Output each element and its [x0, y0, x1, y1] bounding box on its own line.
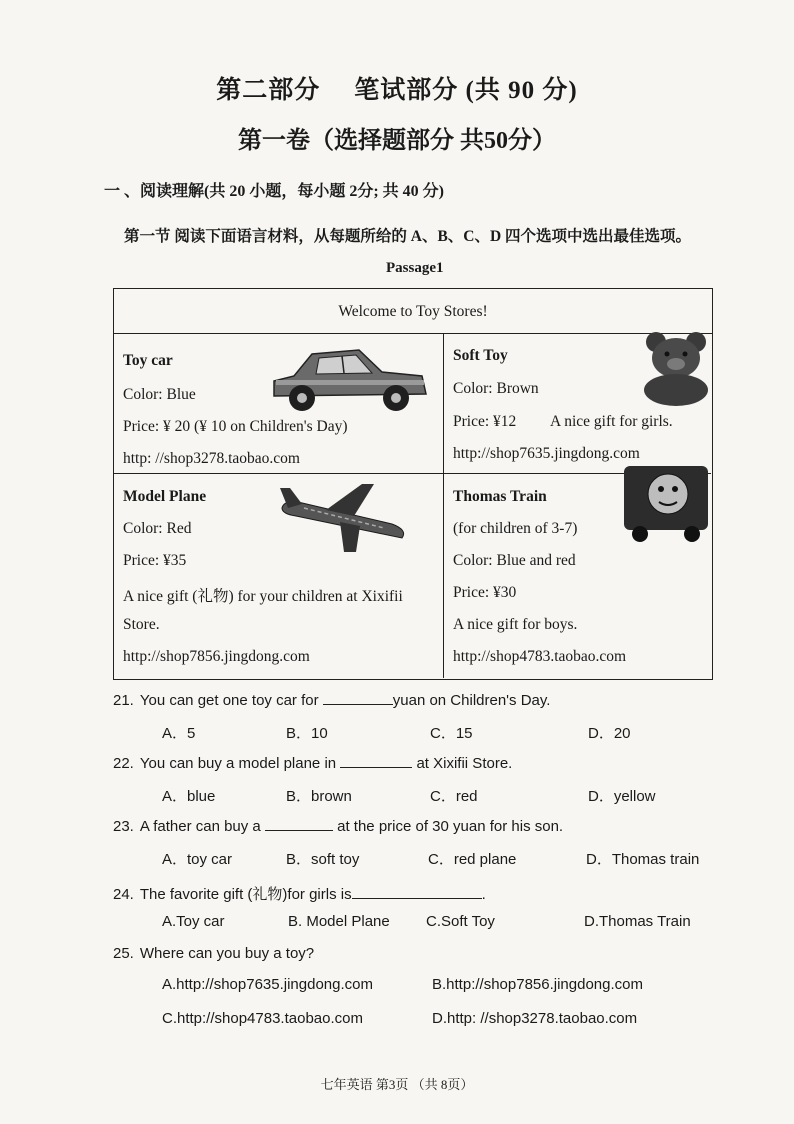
soft-toy-color: Color: Brown	[453, 380, 539, 397]
model-plane-url: http://shop7856.jingdong.com	[123, 648, 310, 665]
instruction-text: 第一节 阅读下面语言材料，从每题所给的 A、B、C、D 四个选项中选出最佳选项。	[124, 228, 692, 245]
toy-store-table	[113, 288, 713, 680]
option-a[interactable]: A．blue	[162, 788, 216, 805]
question-24	[113, 883, 486, 904]
question-number: 22.	[113, 755, 134, 772]
thomas-train-url: http://shop4783.taobao.com	[453, 648, 627, 665]
option-d[interactable]: D.http: //shop3278.taobao.com	[432, 1010, 638, 1027]
question-23	[113, 816, 563, 835]
soft-toy-name: Soft Toy	[453, 347, 508, 364]
toy-car-price: Price: ¥ 20 (¥ 10 on Children's Day)	[123, 418, 348, 435]
question-text-end: at the price of 30 yuan for his son.	[332, 818, 564, 835]
question-text-end: yuan on Children's Day.	[392, 692, 551, 709]
answer-blank[interactable]	[352, 884, 482, 899]
thomas-train-note: A nice gift for boys.	[453, 616, 578, 633]
model-plane-note-2: Store.	[123, 616, 160, 633]
thomas-train-image	[622, 460, 710, 544]
option-a[interactable]: A.http://shop7635.jingdong.com	[162, 976, 373, 993]
page-title	[0, 70, 794, 106]
soft-toy-price: Price: ¥12	[453, 413, 517, 430]
passage-label: Passage1	[386, 260, 444, 276]
thomas-train-cell	[444, 474, 711, 678]
question-text: You can buy a model plane in	[139, 755, 341, 772]
option-b[interactable]: B．soft toy	[286, 851, 360, 868]
option-b[interactable]: B. Model Plane	[288, 913, 390, 930]
question-number: 24.	[113, 886, 134, 903]
toy-car-url: http: //shop3278.taobao.com	[123, 450, 300, 467]
option-b[interactable]: B．brown	[286, 788, 352, 805]
question-25	[113, 945, 314, 962]
question-text: The favorite gift (礼物)for girls is	[139, 886, 352, 903]
soft-toy-note: A nice gift for girls.	[550, 413, 673, 430]
title-part: 第二部分	[216, 77, 321, 104]
toy-car-name: Toy car	[123, 352, 173, 369]
model-plane-name: Model Plane	[123, 488, 207, 505]
section-heading: 一 、阅读理解(共 20 小题，每小题 2分; 共 40 分)	[104, 183, 444, 200]
teddy-bear-image	[634, 326, 718, 406]
table-header: Welcome to Toy Stores!	[114, 289, 712, 334]
option-a[interactable]: A．toy car	[162, 851, 233, 868]
option-d[interactable]: D．20	[588, 725, 631, 742]
option-c[interactable]: C.http://shop4783.taobao.com	[162, 1010, 363, 1027]
question-text: Where can you buy a toy?	[139, 945, 315, 962]
page-footer: 七年英语 第3页 （共 8页）	[320, 1077, 474, 1092]
question-text: You can get one toy car for	[139, 692, 323, 709]
thomas-train-name: Thomas Train	[453, 488, 547, 505]
question-number: 21.	[113, 692, 134, 709]
answer-blank[interactable]	[265, 816, 333, 831]
airplane-image	[274, 478, 414, 558]
option-a[interactable]: A.Toy car	[162, 913, 225, 930]
option-c[interactable]: C．red plane	[428, 851, 517, 868]
option-c[interactable]: C．red	[430, 788, 478, 805]
page-subtitle: 第一卷（选择题部分 共50分）	[238, 128, 556, 154]
title-name: 笔试部分 (共 90 分)	[354, 77, 578, 104]
question-22	[113, 753, 512, 772]
question-text-end: at Xixifii Store.	[412, 755, 513, 772]
option-c[interactable]: C．15	[430, 725, 473, 742]
option-c[interactable]: C.Soft Toy	[426, 913, 495, 930]
option-b[interactable]: B．10	[286, 725, 328, 742]
soft-toy-url: http://shop7635.jingdong.com	[453, 445, 640, 462]
thomas-train-price: Price: ¥30	[453, 584, 517, 601]
model-plane-price: Price: ¥35	[123, 552, 187, 569]
toy-car-color: Color: Blue	[123, 386, 196, 403]
thomas-train-color: Color: Blue and red	[453, 552, 576, 569]
option-b[interactable]: B.http://shop7856.jingdong.com	[432, 976, 643, 993]
model-plane-color: Color: Red	[123, 520, 192, 537]
question-text-end: .	[481, 886, 486, 903]
question-text: A father can buy a	[139, 818, 265, 835]
soft-toy-cell	[444, 334, 711, 474]
answer-blank[interactable]	[340, 753, 412, 768]
toy-car-cell	[114, 334, 444, 474]
model-plane-note: A nice gift (礼物) for your children at Xixifii	[123, 588, 403, 605]
option-d[interactable]: D.Thomas Train	[584, 913, 691, 930]
model-plane-cell	[114, 474, 444, 678]
question-21	[113, 690, 550, 709]
toy-car-image	[264, 336, 434, 416]
question-number: 25.	[113, 945, 134, 962]
question-number: 23.	[113, 818, 134, 835]
option-d[interactable]: D．Thomas train	[586, 851, 700, 868]
thomas-train-age: (for children of 3-7)	[453, 520, 578, 537]
option-d[interactable]: D．yellow	[588, 788, 656, 805]
answer-blank[interactable]	[323, 690, 393, 705]
option-a[interactable]: A．5	[162, 725, 196, 742]
